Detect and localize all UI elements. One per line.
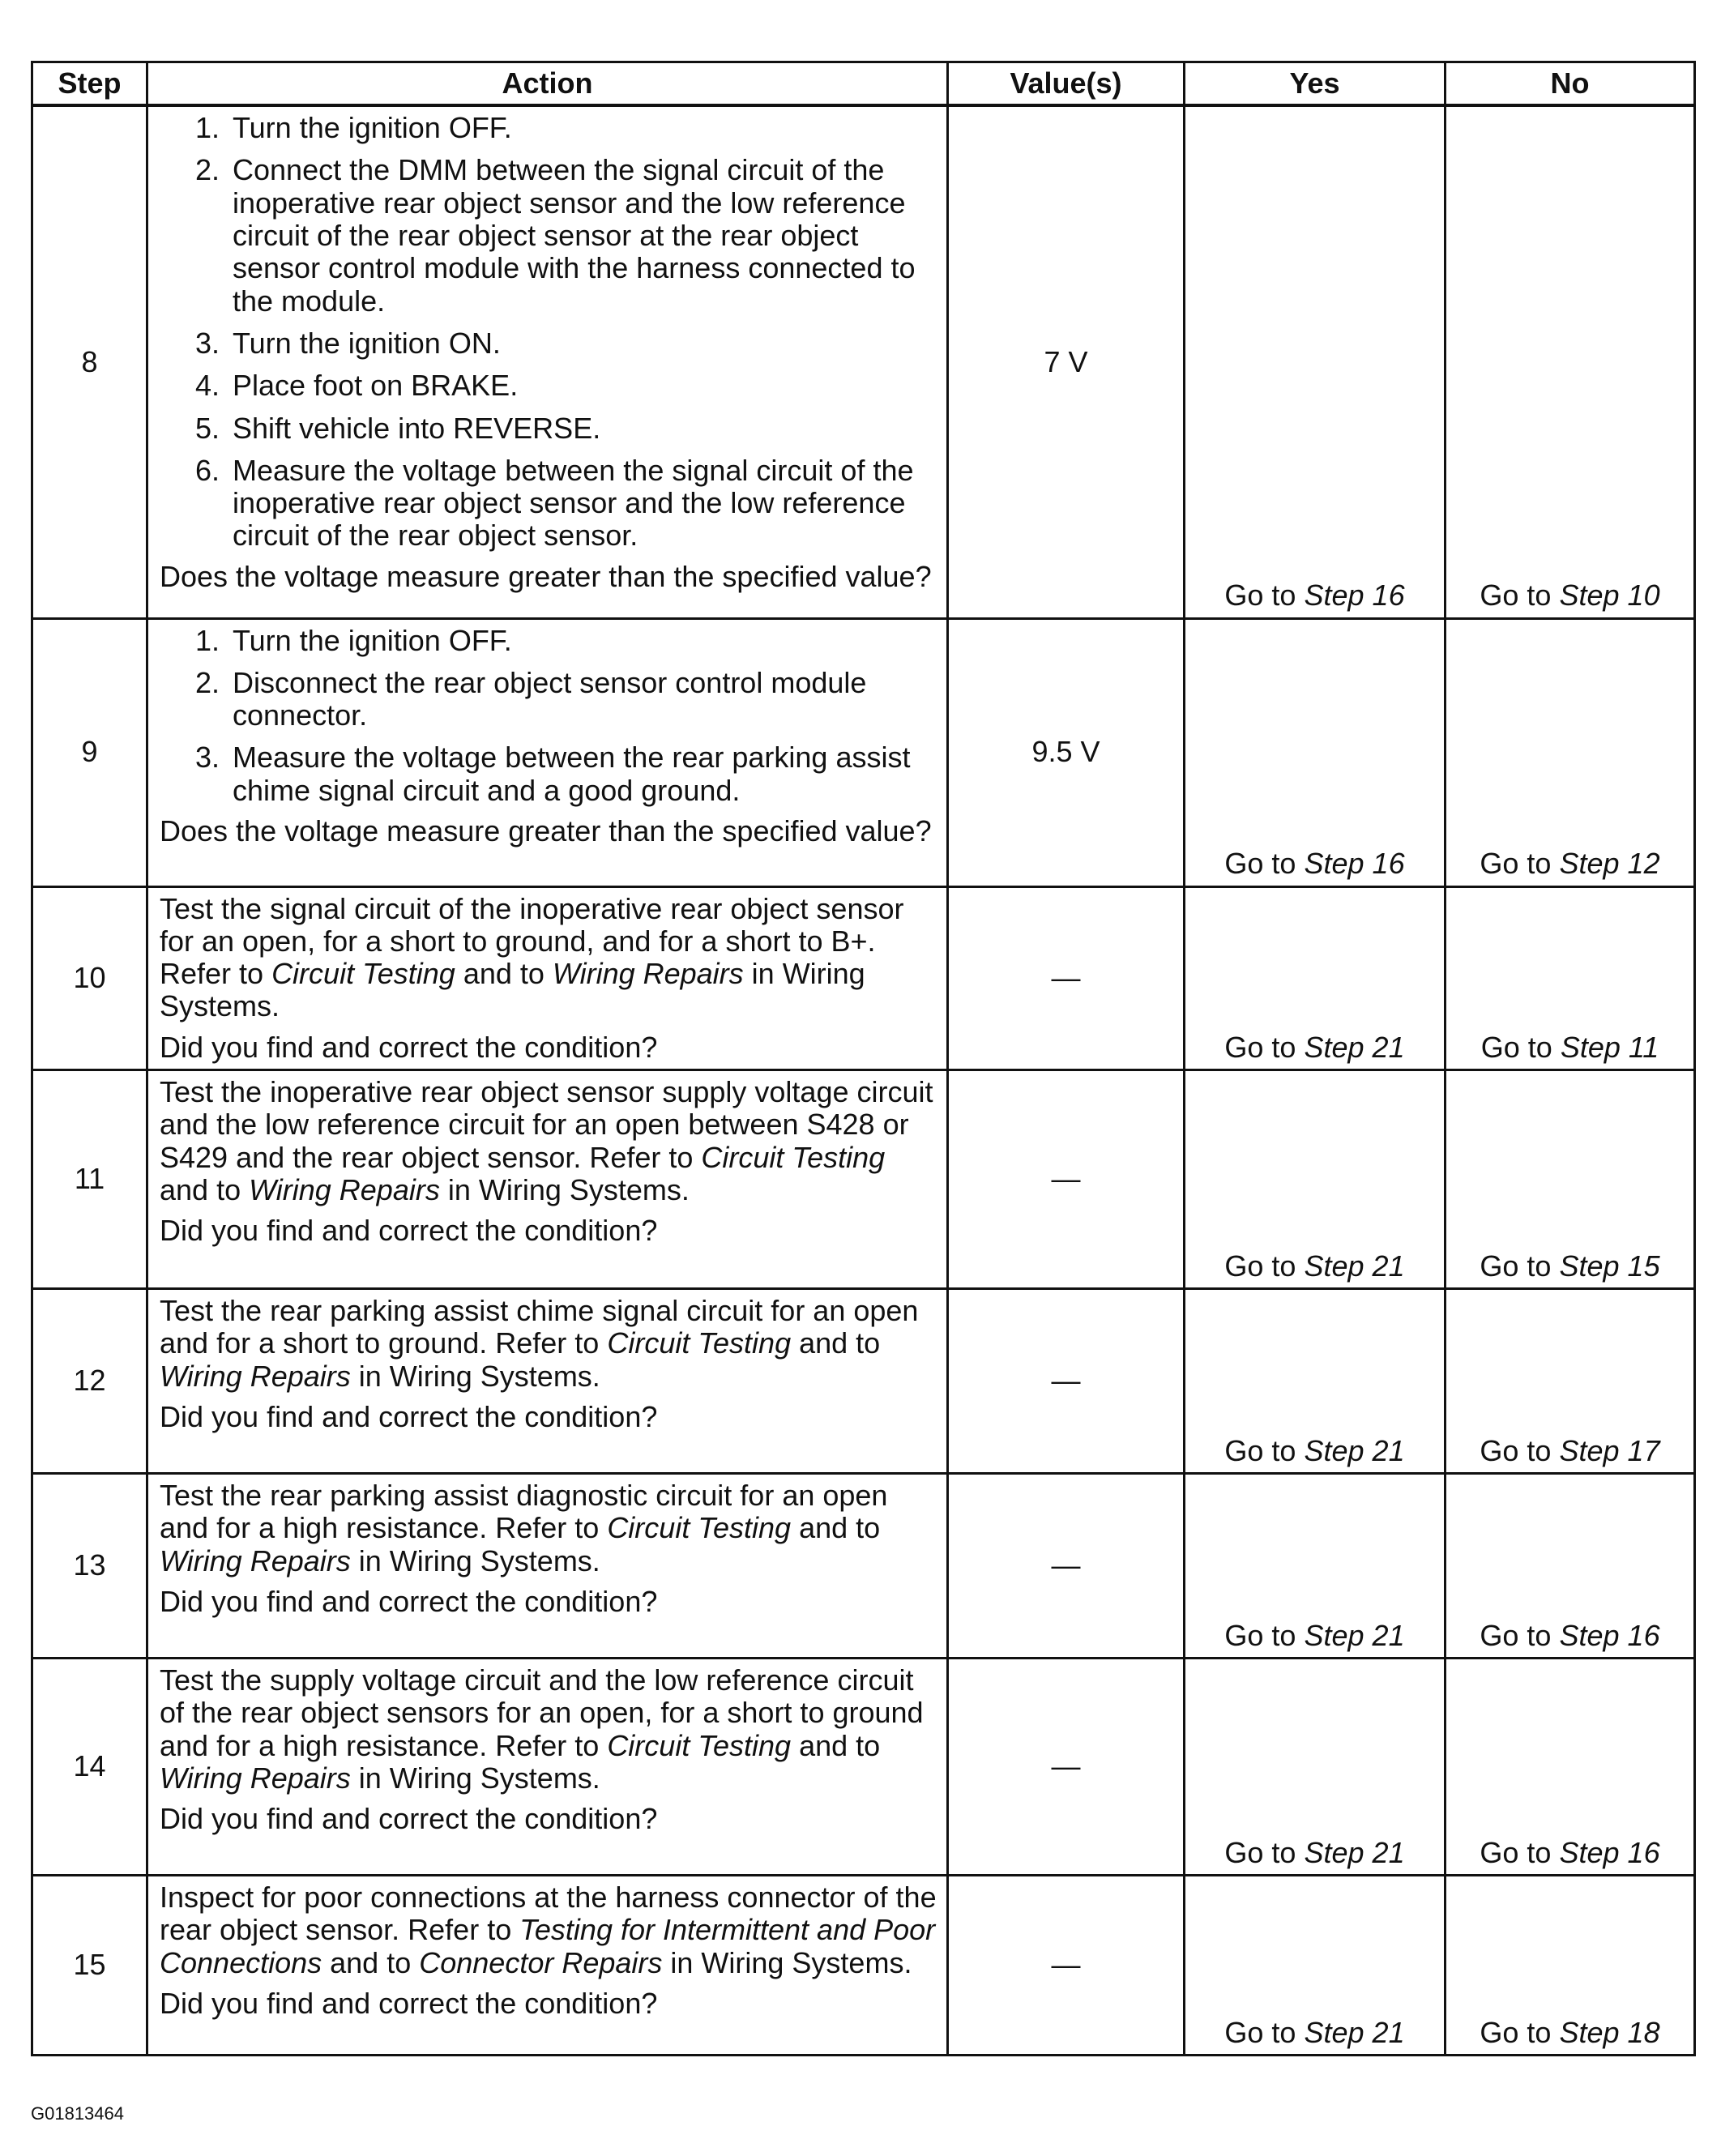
- table-row: [32, 618, 1695, 886]
- yes-cell: [1185, 105, 1446, 618]
- substep: 3. Measure the voltage between the rear parking assist chime signal circuit and a good ground.: [228, 741, 937, 807]
- goto-prefix: Go to: [1480, 1030, 1552, 1064]
- substep-list: [160, 112, 937, 553]
- goto-prefix: Go to: [1224, 1433, 1296, 1467]
- no-step-ref: Step 10: [1559, 578, 1660, 613]
- action-cell: [147, 886, 948, 1070]
- instruction-part: in Wiring Systems.: [439, 1173, 690, 1206]
- no-cell: [1446, 886, 1695, 1070]
- value-dash: —: [1051, 1948, 1081, 1982]
- instruction-text: [160, 1881, 937, 1979]
- action-cell: [147, 1659, 948, 1876]
- instruction-text: [160, 1295, 937, 1393]
- step-number: 12: [32, 1289, 147, 1474]
- question-text: Did you find and correct the condition?: [160, 1214, 658, 1248]
- instruction-part: and to: [791, 1326, 881, 1360]
- goto-prefix: Go to: [1480, 2015, 1552, 2049]
- table-row: [32, 105, 1695, 618]
- instruction-part: Test the signal circuit of the inoperative rear object sensor for an open, for a short to ground, and for a short to B+. Refer to: [160, 891, 904, 991]
- instruction-part: Test the rear parking assist chime signal circuit for an open and for a short to ground. Refer to: [160, 1294, 919, 1360]
- goto-prefix: Go to: [1480, 847, 1552, 881]
- action-cell: [147, 618, 948, 886]
- substep: 6. Measure the voltage between the signal circuit of the inoperative rear object sensor and the low reference circuit of the rear object sensor.: [228, 455, 937, 553]
- header-step: Step: [32, 62, 147, 106]
- instruction-part: in Wiring Systems.: [160, 957, 865, 1023]
- table-row: [32, 1659, 1695, 1876]
- step-number: 9: [32, 618, 147, 886]
- diagnostic-table: [31, 61, 1696, 2056]
- header-yes: Yes: [1185, 62, 1446, 106]
- figure-id: G01813464: [31, 2103, 124, 2124]
- instruction-part: and to: [160, 1173, 250, 1206]
- instruction-part: and to: [791, 1511, 881, 1545]
- instruction-part: Test the supply voltage circuit and the low reference circuit of the rear object sensors for an open, for a short to ground and for a high resistance. Refer to: [160, 1663, 924, 1762]
- reference-link: Wiring Repairs: [160, 1359, 351, 1393]
- reference-link: Circuit Testing: [607, 1511, 792, 1545]
- goto-prefix: Go to: [1224, 1030, 1296, 1064]
- goto-prefix: Go to: [1224, 1249, 1296, 1283]
- instruction-text: [160, 1076, 937, 1206]
- action-cell: [147, 1289, 948, 1474]
- substep-list: [160, 625, 937, 808]
- no-cell: [1446, 105, 1695, 618]
- yes-cell: [1185, 1876, 1446, 2056]
- yes-cell: [1185, 886, 1446, 1070]
- table-row: [32, 1289, 1695, 1474]
- goto-prefix: Go to: [1480, 1249, 1552, 1283]
- value-cell: 7 V: [948, 105, 1185, 618]
- instruction-part: Inspect for poor connections at the harness connector of the rear object sensor. Refer to: [160, 1881, 937, 1947]
- goto-prefix: Go to: [1224, 578, 1296, 613]
- goto-prefix: Go to: [1480, 1835, 1552, 1869]
- goto-prefix: Go to: [1224, 1618, 1296, 1652]
- reference-link: Circuit Testing: [701, 1140, 886, 1174]
- substep: 2. Connect the DMM between the signal circuit of the inoperative rear object sensor and the low reference circuit of the rear object sensor at the rear object sensor control module with the harness connected to the module.: [228, 154, 937, 318]
- table-row: [32, 1474, 1695, 1659]
- goto-prefix: Go to: [1480, 1618, 1552, 1652]
- substep: 4. Place foot on BRAKE.: [228, 369, 937, 402]
- no-step-ref: Step 17: [1559, 1433, 1660, 1467]
- value-dash: —: [1051, 1364, 1081, 1398]
- action-cell: [147, 1876, 948, 2056]
- substep: 1. Turn the ignition OFF.: [228, 112, 937, 144]
- question-text: Did you find and correct the condition?: [160, 1802, 658, 1836]
- value-cell: [948, 886, 1185, 1070]
- goto-prefix: Go to: [1480, 1433, 1552, 1467]
- yes-step-ref: Step 16: [1304, 578, 1405, 613]
- reference-link: Circuit Testing: [607, 1728, 792, 1762]
- instruction-text: [160, 893, 937, 1023]
- instruction-part: in Wiring Systems.: [662, 1945, 912, 1979]
- instruction-part: in Wiring Systems.: [350, 1761, 600, 1795]
- instruction-part: Test the inoperative rear object sensor supply voltage circuit and the low reference circuit for an open between S428 or S429 and the rear object sensor. Refer to: [160, 1075, 933, 1174]
- header-row: [32, 62, 1695, 106]
- no-step-ref: Step 16: [1559, 1835, 1660, 1869]
- yes-cell: [1185, 618, 1446, 886]
- table-header: [32, 62, 1695, 106]
- no-step-ref: Step 12: [1559, 847, 1660, 881]
- reference-link: Circuit Testing: [271, 957, 455, 991]
- no-step-ref: Step 16: [1559, 1618, 1660, 1652]
- substep: 2. Disconnect the rear object sensor control module connector.: [228, 667, 937, 732]
- yes-step-ref: Step 21: [1304, 1249, 1405, 1283]
- question-text: Did you find and correct the condition?: [160, 1400, 658, 1433]
- header-value: Value(s): [948, 62, 1185, 106]
- goto-prefix: Go to: [1224, 2015, 1296, 2049]
- instruction-text: [160, 1479, 937, 1578]
- table-row: [32, 1070, 1695, 1289]
- reference-link: Testing for Intermittent and Poor Connections: [160, 1913, 936, 1979]
- reference-link: Circuit Testing: [607, 1326, 792, 1360]
- no-cell: [1446, 1659, 1695, 1876]
- table-row: [32, 1876, 1695, 2056]
- yes-cell: [1185, 1289, 1446, 1474]
- step-number: 13: [32, 1474, 147, 1659]
- yes-cell: [1185, 1659, 1446, 1876]
- no-cell: [1446, 1474, 1695, 1659]
- yes-step-ref: Step 21: [1304, 1030, 1405, 1064]
- header-no: No: [1446, 62, 1695, 106]
- step-number: 8: [32, 105, 147, 618]
- table-row: [32, 886, 1695, 1070]
- no-cell: [1446, 1876, 1695, 2056]
- action-cell: [147, 1474, 948, 1659]
- yes-cell: [1185, 1474, 1446, 1659]
- yes-step-ref: Step 21: [1304, 2015, 1405, 2049]
- action-cell: [147, 105, 948, 618]
- value-cell: [948, 1474, 1185, 1659]
- instruction-text: [160, 1664, 937, 1795]
- step-number: 15: [32, 1876, 147, 2056]
- yes-step-ref: Step 16: [1304, 847, 1405, 881]
- value-cell: [948, 1289, 1185, 1474]
- value-dash: —: [1051, 1162, 1081, 1196]
- no-cell: [1446, 1070, 1695, 1289]
- value-cell: [948, 1070, 1185, 1289]
- value-dash: —: [1051, 1548, 1081, 1582]
- question-text: Did you find and correct the condition?: [160, 1030, 658, 1064]
- value-cell: 9.5 V: [948, 618, 1185, 886]
- yes-step-ref: Step 21: [1304, 1618, 1405, 1652]
- goto-prefix: Go to: [1224, 847, 1296, 881]
- reference-link: Connector Repairs: [419, 1945, 663, 1979]
- instruction-part: Test the rear parking assist diagnostic circuit for an open and for a high resistance. Refer to: [160, 1479, 888, 1545]
- action-cell: [147, 1070, 948, 1289]
- reference-link: Wiring Repairs: [160, 1761, 351, 1795]
- no-cell: [1446, 618, 1695, 886]
- substep: 1. Turn the ignition OFF.: [228, 625, 937, 657]
- reference-link: Wiring Repairs: [249, 1173, 440, 1206]
- instruction-part: and to: [791, 1728, 881, 1762]
- instruction-part: in Wiring Systems.: [350, 1543, 600, 1578]
- no-step-ref: Step 11: [1560, 1030, 1659, 1064]
- yes-step-ref: Step 21: [1304, 1835, 1405, 1869]
- instruction-part: and to: [322, 1945, 420, 1979]
- substep: 3. Turn the ignition ON.: [228, 327, 937, 360]
- question-text: Did you find and correct the condition?: [160, 1987, 658, 2020]
- no-step-ref: Step 18: [1559, 2015, 1660, 2049]
- value-dash: —: [1051, 961, 1081, 995]
- question-text: Does the voltage measure greater than the specified value?: [160, 559, 932, 593]
- yes-cell: [1185, 1070, 1446, 1289]
- reference-link: Wiring Repairs: [552, 957, 744, 991]
- instruction-part: and to: [455, 957, 553, 991]
- no-step-ref: Step 15: [1559, 1249, 1660, 1283]
- header-action: Action: [147, 62, 948, 106]
- table-body: [32, 105, 1695, 2056]
- substep: 5. Shift vehicle into REVERSE.: [228, 412, 937, 445]
- question-text: Does the voltage measure greater than the specified value?: [160, 814, 932, 848]
- reference-link: Wiring Repairs: [160, 1543, 351, 1578]
- value-cell: [948, 1876, 1185, 2056]
- step-number: 10: [32, 886, 147, 1070]
- value-dash: —: [1051, 1749, 1081, 1783]
- no-cell: [1446, 1289, 1695, 1474]
- step-number: 11: [32, 1070, 147, 1289]
- yes-step-ref: Step 21: [1304, 1433, 1405, 1467]
- step-number: 14: [32, 1659, 147, 1876]
- goto-prefix: Go to: [1480, 578, 1552, 613]
- value-cell: [948, 1659, 1185, 1876]
- goto-prefix: Go to: [1224, 1835, 1296, 1869]
- question-text: Did you find and correct the condition?: [160, 1585, 658, 1618]
- instruction-part: in Wiring Systems.: [350, 1359, 600, 1393]
